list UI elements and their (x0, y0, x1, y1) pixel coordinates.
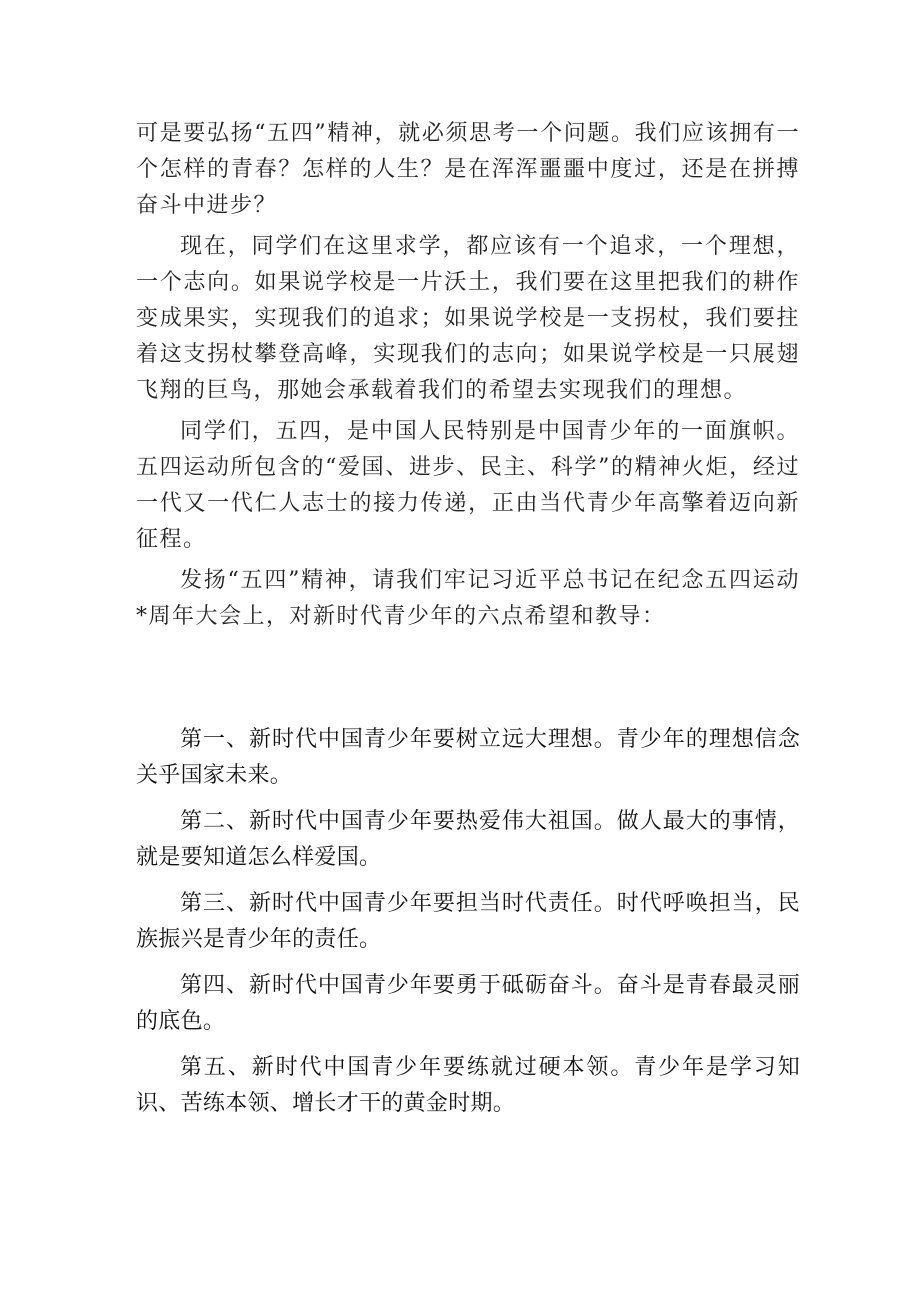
body-text (136, 116, 800, 640)
paragraph-six-hopes-intro: 发扬“五四”精神，请我们牢记习近平总书记在纪念五四运动*周年大会上，对新时代青少年的六点希望和教导： (136, 568, 800, 629)
paragraph-spirit-question: 可是要弘扬“五四”精神，就必须思考一个问题。我们应该拥有一个怎样的青春？怎样的人生？是在浑浑噩噩中度过，还是在拼搏奋斗中进步？ (136, 121, 800, 218)
paragraph-school-pursuit: 现在，同学们在这里求学，都应该有一个追求，一个理想，一个志向。如果说学校是一片沃土，我们要在这里把我们的耕作变成果实，实现我们的追求；如果说学校是一支拐杖，我们要拄着这支拐杖攀登高峰，实现我们的志向；如果说学校是一只展翅飞翔的巨鸟，那她会承载着我们的希望去实现我们的理想。 (136, 234, 800, 403)
six-hopes-list (136, 722, 800, 1132)
hope-item-3: 第三、新时代中国青少年要担当时代责任。时代呼唤担当，民族振兴是青少年的责任。 (136, 891, 800, 952)
hope-item-2: 第二、新时代中国青少年要热爱伟大祖国。做人最大的事情，就是要知道怎么样爱国。 (136, 809, 800, 870)
paragraph-may-fourth-banner: 同学们，五四，是中国人民特别是中国青少年的一面旗帜。五四运动所包含的“爱国、进步、民主、科学”的精神火炬，经过一代又一代仁人志士的接力传递，正由当代青少年高擎着迈向新征程。 (136, 419, 800, 552)
hope-item-1: 第一、新时代中国青少年要树立远大理想。青少年的理想信念关乎国家未来。 (136, 727, 800, 788)
hope-item-4: 第四、新时代中国青少年要勇于砥砺奋斗。奋斗是青春最灵丽的底色。 (136, 973, 800, 1034)
hope-item-5: 第五、新时代中国青少年要练就过硬本领。青少年是学习知识、苦练本领、增长才干的黄金时期。 (136, 1055, 800, 1116)
